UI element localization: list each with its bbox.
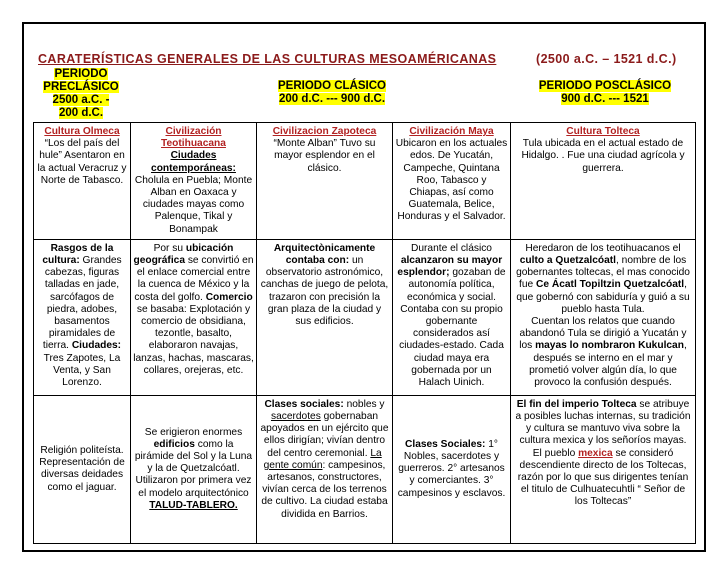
- period-classic: PERIODO CLÁSICO 200 d.C. --- 900 d.C.: [278, 80, 386, 105]
- cell-tolteca-end: El fin del imperio Tolteca se atribuye a posibles luchas internas, su tradición y cultura se mantuvo viva sobre la cultura mexica y los señoríos mayas. El pueblo mexica se consideró descendiente directo de los Toltecas, razón por lo que sus dirigentes tenían el titulo de Culhuatecuhtli “ Señor de los Toltecas”: [511, 395, 696, 543]
- cell-tolteca-traits: Heredaron de los teotihuacanos el culto a Quetzalcóatl, nombre de los gobernantes toltecas, el mas conocido fue Ce Ácatl Topiltzin Quetzalcóatl, que gobernó con sabiduría y guió a su pueblo hasta Tula. Cuentan los relatos que cuando abandonó Tula se dirigió a Yucatán y los mayas lo nombraron Kukulcan, después se interno en el mar y prometió volver algún día, lo que provoco la confusión después.: [511, 239, 696, 395]
- table-row: [34, 395, 696, 543]
- cell-tolteca-intro: Cultura Tolteca Tula ubicada en el actual estado de Hidalgo. . Fue una ciudad agrícola y guerrera.: [511, 123, 696, 240]
- period-postclassic: PERIODO POSCLÁSICO 900 d.C. --- 1521: [538, 80, 672, 105]
- cell-zapoteca-intro: Civilizacion Zapoteca “Monte Alban” Tuvo su mayor esplendor en el clásico.: [257, 123, 393, 240]
- cell-maya-traits: Durante el clásico alcanzaron su mayor esplendor; gozaban de autonomía política, económica y social. Contaba con su propio gobernante considerados así ciudades-estado. Cada ciudad maya era gobernada por un Halach Uinich.: [393, 239, 511, 395]
- cell-olmeca-traits: Rasgos de la cultura: Grandes cabezas, figuras talladas en jade, sarcófagos de piedra, adobes, basamentos piramidales de tierra. Ciudades: Tres Zapotes, La Venta, y San Lorenzo.: [34, 239, 131, 395]
- title-period: (2500 a.C. – 1521 d.C.): [536, 52, 677, 66]
- table-row: [34, 123, 696, 240]
- cell-zapoteca-traits: Arquitectònicamente contaba con: un observatorio astronómico, canchas de juego de pelota, trazaron con precisión la gran plaza de la ciudad y sus edificios.: [257, 239, 393, 395]
- period-preclassic: PERIODO PRECLÁSICO 2500 a.C. - 200 d.C.: [43, 68, 119, 119]
- cell-olmeca-intro: Cultura Olmeca “Los del país del hule” Asentaron en la actual Veracruz y Norte de Tabasco.: [34, 123, 131, 240]
- cell-teotihuacana-buildings: Se erigieron enormes edificios como la pirámide del Sol y la Luna y la de Quetzalcóatl. Utilizaron por primera vez el modelo arquitectónico TALUD-TABLERO.: [131, 395, 257, 543]
- cell-olmeca-religion: Religión politeísta. Representación de diversas deidades como el jaguar.: [34, 395, 131, 543]
- cell-zapoteca-society: Clases sociales: nobles y sacerdotes gobernaban apoyados en un ejército que ellos dirigían; vivían dentro del centro ceremonial. La gente común: campesinos, artesanos, constructores, vivían cerca de los terrenos de cultivo. La ciudad estaba dividida en Barrios.: [257, 395, 393, 543]
- cell-teotihuacana-traits: Por su ubicación geográfica se convirtió en el enlace comercial entre la cuenca de México y la costa del golfo. Comercio se basaba: Explotación y comercio de obsidiana, tezontle, basalto, elaboraron navajas, lanzas, hachas, mascaras, collares, orejeras, etc.: [131, 239, 257, 395]
- cell-maya-society: Clases Sociales: 1° Nobles, sacerdotes y guerreros. 2° artesanos y comerciantes. 3° campesinos y esclavos.: [393, 395, 511, 543]
- cultures-table: [33, 122, 696, 544]
- title-main: CARATERÍSTICAS GENERALES DE LAS CULTURAS MESOAMÉRICANAS: [38, 52, 497, 66]
- cell-maya-intro: Civilización Maya Ubicaron en los actuales edos. De Yucatán, Campeche, Quintana Roo, Tabasco y Chiapas, así como Guatemala, Belice, Honduras y el Salvador.: [393, 123, 511, 240]
- page-title: [38, 52, 698, 66]
- cell-teotihuacana-intro: Civilización Teotihuacana Ciudades contemporáneas: Cholula en Puebla; Monte Alban en Oaxaca y ciudades mayas como Palenque, Tikal y Bonampak: [131, 123, 257, 240]
- table-row: [34, 239, 696, 395]
